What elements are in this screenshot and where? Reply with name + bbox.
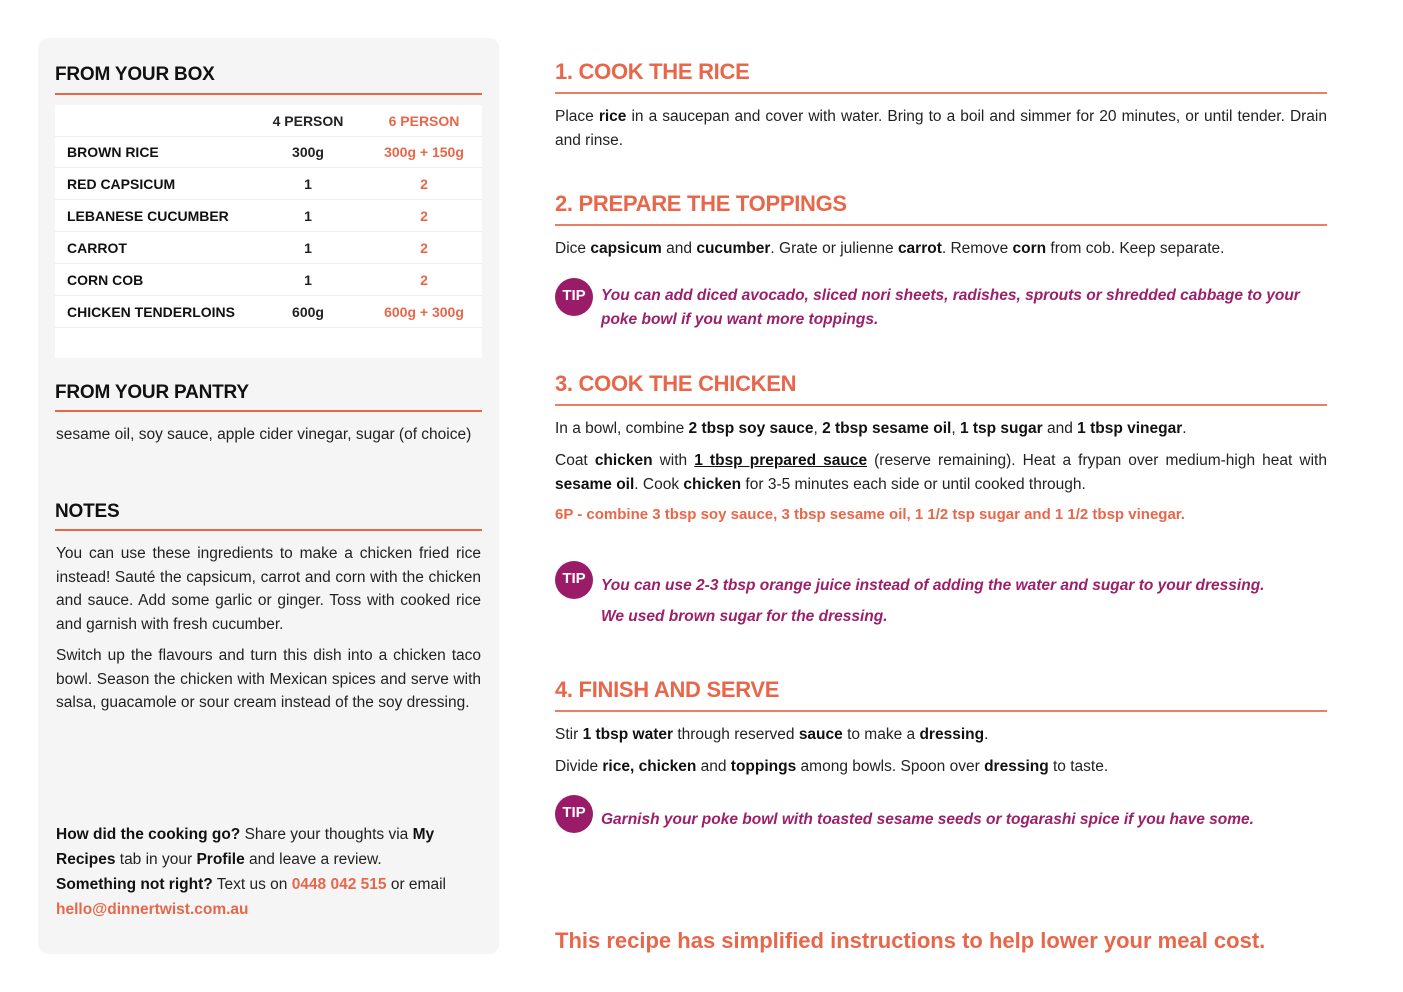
- tip-icon: TIP: [555, 561, 593, 599]
- text: Text us on: [212, 876, 292, 893]
- bold-text: capsicum: [590, 240, 662, 257]
- tip-text: We used brown sugar for the dressing.: [601, 608, 888, 625]
- ingredient-name: RED CAPSICUM: [67, 176, 176, 192]
- tip-icon: TIP: [555, 278, 593, 316]
- qty-6: 2: [420, 176, 428, 192]
- bold-text: 1 tbsp water: [582, 726, 674, 743]
- text: .: [984, 726, 989, 743]
- bold-text: 2 tbsp sesame oil: [822, 420, 952, 437]
- bold-text: chicken: [683, 475, 742, 493]
- bold-text: carrot: [897, 240, 942, 257]
- my-recipes-link: My Recipes: [56, 826, 435, 868]
- underlined-text: 1 tbsp prepared sauce: [694, 452, 868, 469]
- qty-6: 2: [420, 240, 428, 256]
- phone-link[interactable]: 0448 042 515: [291, 876, 387, 893]
- from-your-box-heading: FROM YOUR BOX: [55, 64, 215, 85]
- ingredient-name: CORN COB: [67, 272, 144, 288]
- tip-block: [555, 567, 1327, 629]
- ingredient-name: LEBANESE CUCUMBER: [67, 208, 229, 224]
- step-2-text: [555, 237, 1327, 261]
- divider: [55, 93, 482, 95]
- bold-text: toppings: [730, 758, 797, 775]
- divider: [555, 224, 1327, 226]
- qty-4: 600g: [292, 304, 324, 320]
- step-1-heading: 1. COOK THE RICE: [555, 59, 750, 84]
- table-row: [55, 296, 482, 328]
- qty-4: 1: [304, 176, 312, 192]
- text: Stir: [555, 726, 583, 743]
- pantry-text: sesame oil, soy sauce, apple cider vinegar, sugar (of choice): [56, 426, 472, 443]
- divider: [55, 529, 482, 531]
- text: .: [1182, 420, 1187, 437]
- tip-block: [555, 284, 1327, 331]
- text: in a saucepan and cover with water. Bring to a boil and simmer for 20 minutes, or until tender. Drain and rinse.: [555, 108, 1327, 149]
- notes-heading: NOTES: [55, 501, 120, 522]
- email-link[interactable]: hello@dinnertwist.com.au: [56, 901, 249, 918]
- text: tab in your: [115, 851, 197, 868]
- text: . Grate or julienne: [770, 240, 898, 257]
- step-4-line-1: [555, 723, 1327, 747]
- table-row: [55, 168, 482, 200]
- bold-text: corn: [1012, 240, 1047, 257]
- bold-text: dressing: [984, 758, 1049, 775]
- text: ,: [951, 420, 960, 437]
- text: or email: [386, 876, 446, 893]
- qty-6: 2: [420, 272, 428, 288]
- sidebar-panel: [38, 38, 499, 954]
- step-3-line-2: [555, 449, 1327, 496]
- table-row: [55, 264, 482, 296]
- text: Coat: [555, 452, 595, 469]
- step-4-line-2: [555, 755, 1327, 779]
- bold-text: rice: [598, 108, 627, 125]
- bold-text: sauce: [798, 726, 843, 743]
- bold-text: chicken: [594, 452, 653, 469]
- text: for 3-5 minutes each side or until cooked through.: [741, 475, 1086, 493]
- bold-text: sesame oil: [555, 475, 635, 493]
- step-1-text: [555, 105, 1327, 152]
- feedback-question: How did the cooking go?: [56, 826, 241, 843]
- divider: [55, 410, 482, 412]
- table-row: [55, 232, 482, 264]
- text: through reserved: [673, 726, 799, 743]
- text: . Remove: [941, 240, 1013, 257]
- table-header: [55, 105, 482, 137]
- text: Dice: [555, 240, 591, 257]
- ingredient-name: BROWN RICE: [67, 144, 159, 160]
- text: and: [661, 240, 697, 257]
- text: (reserve remaining). Heat a frypan over medium-high heat with: [867, 452, 1327, 469]
- step-3-line-1: [555, 417, 1327, 441]
- text: Share your thoughts via: [240, 826, 413, 843]
- text: In a bowl, combine: [555, 420, 689, 437]
- six-person-note: 6P - combine 3 tbsp soy sauce, 3 tbsp sesame oil, 1 1/2 tsp sugar and 1 1/2 tbsp vinegar.: [555, 506, 1185, 523]
- bold-text: cucumber: [696, 240, 771, 257]
- tip-text: You can use 2-3 tbsp orange juice instead of adding the water and sugar to your dressing.: [601, 577, 1265, 595]
- bold-text: rice, chicken: [602, 758, 697, 775]
- qty-4: 1: [304, 272, 312, 288]
- text: to taste.: [1048, 758, 1109, 775]
- text: among bowls. Spoon over: [796, 758, 985, 775]
- tip-icon: TIP: [555, 795, 593, 833]
- notes-text: [56, 542, 481, 723]
- bold-text: 1 tbsp vinegar: [1077, 420, 1183, 437]
- divider: [555, 92, 1327, 94]
- header-6-person: 6 PERSON: [388, 113, 460, 129]
- bold-text: dressing: [919, 726, 985, 743]
- tip-text: You can add diced avocado, sliced nori sheets, radishes, sprouts or shredded cabbage to your poke bowl if you want more toppings.: [601, 287, 1300, 328]
- text: from cob. Keep separate.: [1046, 240, 1225, 257]
- qty-4: 1: [304, 240, 312, 256]
- tip-block: [555, 801, 1327, 839]
- step-2-heading: 2. PREPARE THE TOPPINGS: [555, 191, 847, 216]
- divider: [555, 404, 1327, 406]
- simplified-instructions-note: This recipe has simplified instructions to help lower your meal cost.: [555, 928, 1266, 953]
- qty-6: 300g + 150g: [384, 144, 464, 160]
- from-your-pantry-heading: FROM YOUR PANTRY: [55, 382, 249, 403]
- text: Divide: [555, 758, 603, 775]
- text: and: [1042, 420, 1078, 437]
- notes-paragraph: You can use these ingredients to make a chicken fried rice instead! Sauté the capsicum, carrot and corn with the chicken and sauce. Add some garlic or ginger. Toss with cooked rice and garnish with fresh cucumber.: [56, 545, 481, 633]
- text: to make a: [842, 726, 920, 743]
- text: . Cook: [634, 475, 684, 493]
- bold-text: 1 tsp sugar: [959, 420, 1043, 437]
- table-row: [55, 136, 482, 168]
- text: ,: [813, 420, 823, 437]
- ingredient-name: CARROT: [67, 240, 127, 256]
- qty-6: 2: [420, 208, 428, 224]
- ingredients-table: [55, 105, 482, 358]
- text: with: [652, 452, 695, 469]
- step-3-heading: 3. COOK THE CHICKEN: [555, 371, 797, 396]
- tip-text: Garnish your poke bowl with toasted sesame seeds or togarashi spice if you have some.: [601, 811, 1254, 829]
- text: and leave a review.: [244, 851, 382, 868]
- step-4-heading: 4. FINISH AND SERVE: [555, 677, 780, 702]
- table-row: [55, 200, 482, 232]
- qty-6: 600g + 300g: [384, 304, 464, 320]
- problem-question: Something not right?: [56, 876, 213, 893]
- notes-paragraph: Switch up the flavours and turn this dish into a chicken taco bowl. Season the chicken with Mexican spices and serve with salsa, guacamole or sour cream instead of the soy dressing.: [56, 647, 481, 711]
- qty-4: 300g: [292, 144, 324, 160]
- header-4-person: 4 PERSON: [272, 113, 344, 129]
- ingredient-name: CHICKEN TENDERLOINS: [67, 304, 236, 320]
- feedback-text: [56, 822, 486, 922]
- qty-4: 1: [304, 208, 312, 224]
- text: Place: [555, 108, 599, 125]
- divider: [555, 710, 1327, 712]
- profile-link: Profile: [196, 851, 245, 868]
- bold-text: 2 tbsp soy sauce: [688, 420, 814, 437]
- text: and: [696, 758, 731, 775]
